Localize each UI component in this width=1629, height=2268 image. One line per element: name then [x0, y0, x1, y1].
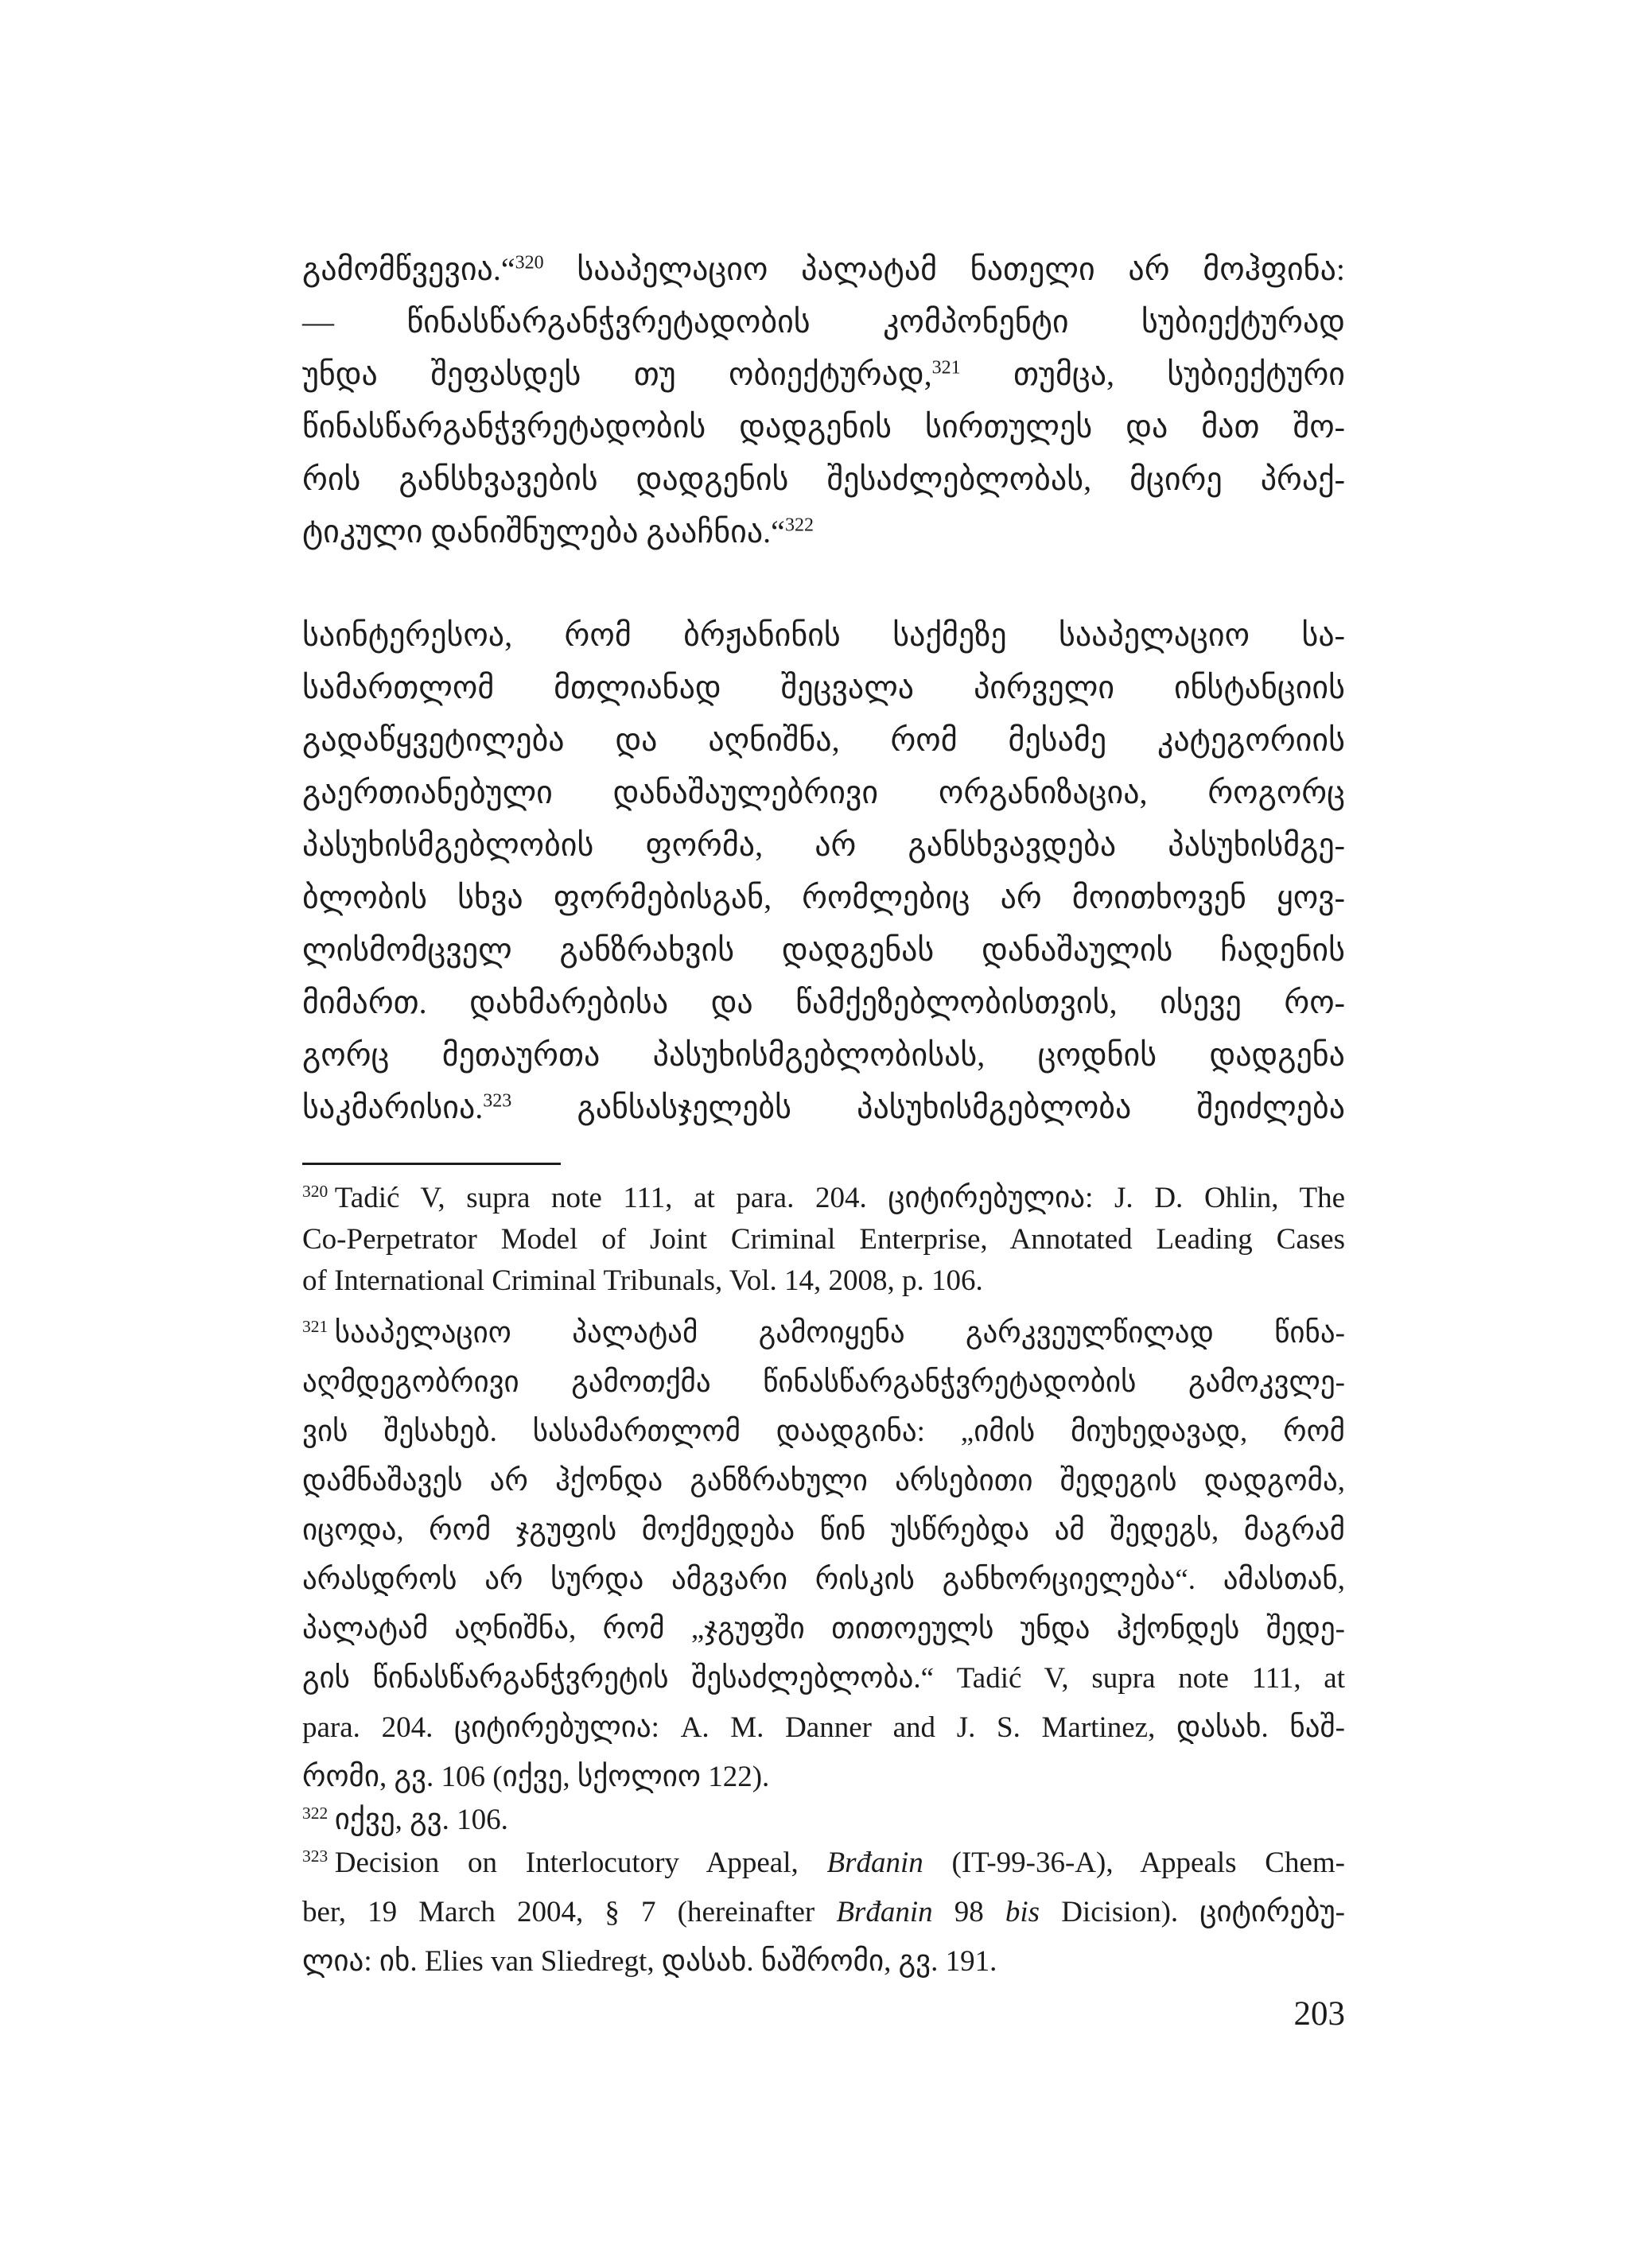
text-segment: წინასწარგანჭვრეტადობის დადგენის სირთულეს და მათ შო-: [302, 409, 1345, 445]
footnote-line: [302, 1178, 1345, 1219]
italic-text: bis: [1005, 1896, 1040, 1928]
text-line: [302, 819, 1345, 872]
italic-text: Brđanin: [826, 1847, 923, 1879]
text-segment: გორც მეთაურთა პასუხისმგებლობისას, ცოდნის დადგენა: [302, 1037, 1345, 1073]
text-segment: იქვე, გვ. 106.: [334, 1804, 508, 1836]
text-segment: სამართლომ მთლიანად შეცვალა პირველი ინსტანციის: [302, 670, 1345, 705]
footnote-line: [302, 1309, 1345, 1358]
italic-text: Brđanin: [836, 1896, 933, 1928]
footnote: [302, 1839, 1345, 1986]
footnote-number: 322: [302, 1803, 329, 1823]
footnote-number: 320: [302, 1181, 329, 1201]
footnote-line: [302, 1219, 1345, 1260]
text-line: [302, 1029, 1345, 1082]
text-segment: ბლობის სხვა ფორმებისგან, რომლებიც არ მოითხოვენ ყოვ-: [302, 880, 1345, 915]
footnote-line: [302, 1457, 1345, 1506]
text-segment: აღმდეგობრივი გამოთქმა წინასწარგანჭვრეტადობის გამოკვლე-: [302, 1366, 1345, 1399]
text-segment: თუმცა, სუბიექტური: [960, 356, 1346, 392]
text-segment: სააპელაციო პალატამ გამოიყენა გარკვეულწილად წინა-: [334, 1317, 1345, 1350]
text-segment: (IT-99-36-A), Appeals Chem-: [923, 1847, 1345, 1879]
page-number: 203: [1293, 1995, 1345, 2033]
footnote-line: [302, 1839, 1345, 1888]
footnote-ref: 322: [784, 515, 814, 536]
text-line: [302, 872, 1345, 924]
text-line: [302, 296, 1345, 348]
text-segment: Co-Perpetrator Model of Joint Criminal Enterprise, Annotated Leading Cases: [302, 1223, 1345, 1256]
text-segment: იცოდა, რომ ჯგუფის მოქმედება წინ უსწრებდა ამ შედეგს, მაგრამ: [302, 1514, 1345, 1547]
text-line: [302, 977, 1345, 1029]
footnote-number: 323: [302, 1846, 329, 1866]
footnote-separator: [302, 1163, 561, 1165]
text-segment: გის წინასწარგანჭვრეტის შესაძლებლობა.“ Tadić V, supra note 111, at: [302, 1662, 1345, 1695]
text-segment: ლია: იხ. Elies van Sliedregt, დასახ. ნაშრომი, გვ. 191.: [302, 1945, 997, 1978]
text-line: [302, 506, 1345, 558]
footnote-line: [302, 1260, 1345, 1302]
text-line: [302, 662, 1345, 714]
text-segment: მიმართ. დახმარებისა და წამქეზებლობისთვის, ისევე რო-: [302, 984, 1345, 1020]
footnote: [302, 1309, 1345, 1802]
footnote-line: [302, 1654, 1345, 1703]
footnote-number: 321: [302, 1316, 329, 1336]
text-line: [302, 924, 1345, 977]
text-segment: ber, 19 March 2004, § 7 (hereinafter: [302, 1896, 837, 1928]
footnote-line: [302, 1408, 1345, 1457]
text-segment: პალატამ აღნიშნა, რომ „ჯგუფში თითოეულს უნდა ჰქონდეს შედე-: [302, 1613, 1346, 1645]
footnote-line: [302, 1802, 1345, 1839]
text-segment: ვის შესახებ. სასამართლომ დაადგინა: „იმის მიუხედავად, რომ: [302, 1416, 1345, 1448]
text-segment: ლისმომცველ განზრახვის დადგენას დანაშაულის ჩადენის: [302, 932, 1345, 968]
text-segment: Decision on Interlocutory Appeal,: [334, 1847, 827, 1879]
text-segment: Tadić V, supra note 111, at para. 204. ციტირებულია: J. D. Ohlin, The: [334, 1182, 1345, 1214]
text-segment: განსასჯელებს პასუხისმგებლობა შეიძლება: [511, 1089, 1345, 1125]
text-line: [302, 348, 1345, 401]
text-segment: საკმარისია.: [302, 1089, 484, 1125]
text-segment: para. 204. ციტირებულია: A. M. Danner and J. S. Martinez, დასახ. ნაშ-: [302, 1711, 1345, 1744]
footnote-ref: 320: [515, 252, 544, 274]
text-segment: რომი, გვ. 106 (იქვე, სქოლიო 122).: [302, 1761, 770, 1793]
text-segment: არასდროს არ სურდა ამგვარი რისკის განხორციელება“. ამასთან,: [302, 1563, 1345, 1596]
text-segment: საინტერესოა, რომ ბრჟანინის საქმეზე სააპელაციო სა-: [302, 617, 1345, 653]
footnote-line: [302, 1605, 1345, 1654]
text-line: [302, 714, 1345, 767]
text-segment: — წინასწარგანჭვრეტადობის კომპონენტი სუბიექტურად: [302, 304, 1345, 340]
text-line: [302, 401, 1345, 453]
footnote-ref: 321: [931, 357, 961, 379]
text-segment: რის განსხვავების დადგენის შესაძლებლობას, მცირე პრაქ-: [302, 461, 1345, 497]
footnote: [302, 1178, 1345, 1302]
footnote-line: [302, 1937, 1345, 1986]
text-segment: გადაწყვეტილება და აღნიშნა, რომ მესამე კატეგორიის: [302, 722, 1345, 758]
text-segment: დამნაშავეს არ ჰქონდა განზრახული არსებითი შედეგის დადგომა,: [302, 1465, 1345, 1497]
text-segment: 98: [932, 1896, 1005, 1928]
footnote: [302, 1802, 1345, 1839]
text-segment: პასუხისმგებლობის ფორმა, არ განსხვავდება პასუხისმგე-: [302, 827, 1345, 863]
footnote-ref: 323: [483, 1090, 512, 1112]
footnote-line: [302, 1358, 1345, 1408]
text-line: [302, 1082, 1345, 1134]
footnote-line: [302, 1506, 1345, 1555]
text-line: [302, 453, 1345, 506]
text-segment: of International Criminal Tribunals, Vol. 14, 2008, p. 106.: [302, 1264, 983, 1297]
footnote-line: [302, 1703, 1345, 1753]
text-line: [302, 609, 1345, 662]
footnote-line: [302, 1753, 1345, 1802]
paragraph: [302, 243, 1345, 558]
text-segment: სააპელაციო პალატამ ნათელი არ მოჰფინა:: [543, 251, 1345, 287]
text-segment: უნდა შეფასდეს თუ ობიექტურად,: [302, 356, 932, 392]
footnote-line: [302, 1555, 1345, 1605]
text-segment: ტიკული დანიშნულება გააჩნია.“: [302, 514, 785, 550]
text-segment: Dicision). ციტირებუ-: [1040, 1896, 1345, 1928]
text-line: [302, 243, 1345, 296]
paragraph: [302, 609, 1345, 1134]
footnote-line: [302, 1888, 1345, 1937]
text-segment: გაერთიანებული დანაშაულებრივი ორგანიზაცია, როგორც: [302, 775, 1345, 810]
text-line: [302, 767, 1345, 819]
text-segment: გამომწვევია.“: [302, 251, 515, 287]
text-block: [302, 243, 1345, 1986]
